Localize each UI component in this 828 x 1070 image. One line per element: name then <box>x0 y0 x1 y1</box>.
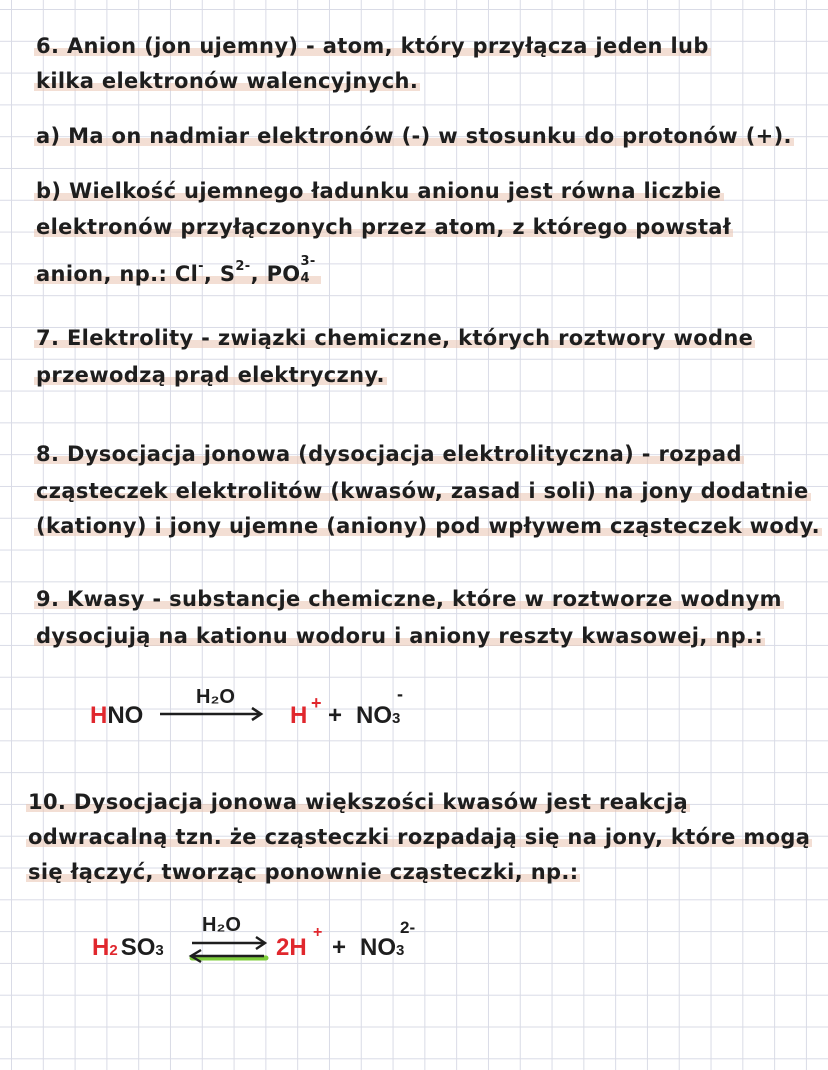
s6-point-b-line1: b) Wielkość ujemnego ładunku anionu jest równa liczbie <box>36 179 722 203</box>
s10-line3: się łączyć, tworząc ponownie cząsteczki, np.: <box>28 860 579 884</box>
s7-line2: przewodzą prąd elektryczny. <box>36 363 385 387</box>
eq10-product-no3: NO3 <box>360 934 405 961</box>
eq9-arrow <box>160 704 270 724</box>
s8-line1: 8. Dysocjacja jonowa (dysocjacja elektrolityczna) - rozpad <box>36 442 742 466</box>
s10-line1: 10. Dysocjacja jonowa większości kwasów jest reakcją <box>28 790 689 814</box>
s6-point-b-line2: elektronów przyłączonych przez atom, z którego powstał <box>36 215 732 239</box>
ion-po4: PO 3- 4 <box>266 254 316 286</box>
s6-point-b-line3: anion, np.: Cl-, $S^{2-}$, PO 3- 4 <box>34 253 321 288</box>
ion-s: $S^{2-}$ <box>219 259 251 286</box>
eq10-plus: + <box>332 934 347 961</box>
eq10-catalyst: H₂O <box>202 914 241 936</box>
s8-line3: (kationy) i jony ujemne (aniony) pod wpływem cząsteczek wody. <box>36 514 821 538</box>
eq9-product-no3: NO3 <box>356 702 401 729</box>
s8-line2: cząsteczek elektrolitów (kwasów, zasad i soli) na jony dodatnie <box>36 479 809 503</box>
eq10-product-2h-charge: + <box>313 924 323 941</box>
s9-line2: dysocjują na kationu wodoru i aniony reszty kwasowej, np.: <box>36 624 764 648</box>
eq9-product-h: H <box>290 702 308 729</box>
eq10-reactant: H2 SO3 <box>92 934 164 961</box>
s6-line1: 6. Anion (jon ujemny) - atom, który przyłącza jeden lub <box>36 34 709 58</box>
ion-cl: Cl- <box>174 259 204 286</box>
eq10-reversible-arrow <box>188 934 272 964</box>
eq9-reactant: HNO <box>90 702 144 729</box>
s10-line2: odwracalną tzn. że cząsteczki rozpadają się na jony, które mogą <box>28 825 811 849</box>
eq10-product-no3-charge: 2- <box>400 918 416 937</box>
eq9-plus: + <box>328 702 343 729</box>
eq10-product-2h: 2H <box>276 934 307 961</box>
s6-point-a: a) Ma on nadmiar elektronów (-) w stosunku do protonów (+). <box>36 124 792 148</box>
s9-line1: 9. Kwasy - substancje chemiczne, które w roztworze wodnym <box>36 587 782 611</box>
eq9-product-no3-charge: - <box>397 684 403 704</box>
eq9-catalyst: H₂O <box>196 686 235 708</box>
s7-line1: 7. Elektrolity - związki chemiczne, których roztwory wodne <box>36 326 754 350</box>
eq9-product-h-charge: + <box>311 693 322 713</box>
s6-line2: kilka elektronów walencyjnych. <box>36 69 419 93</box>
